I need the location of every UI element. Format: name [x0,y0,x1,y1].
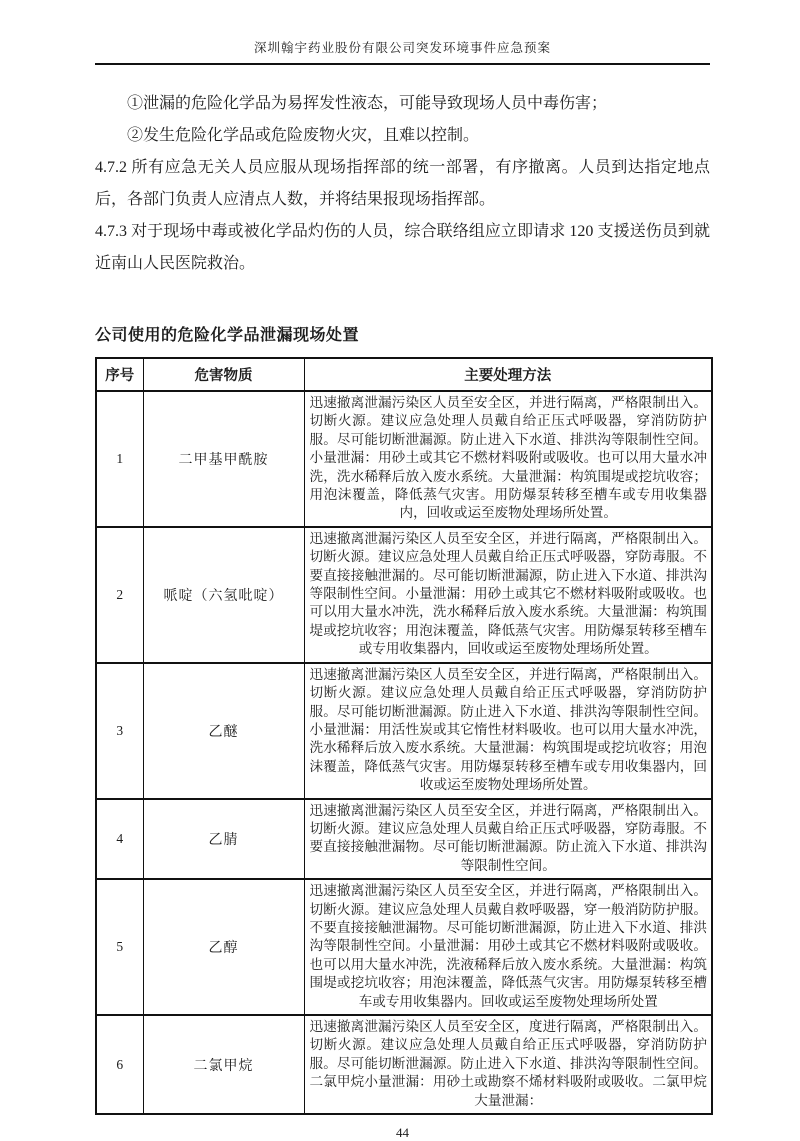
hazard-table [95,357,713,1115]
page-number: 44 [396,1125,409,1141]
table-header-row [96,358,712,391]
row-index-cell: 3 [96,663,143,799]
header-cell-method: 主要处理方法 [304,358,712,391]
document-content [95,88,710,1141]
body-text [95,88,710,280]
method-cell: 迅速撤离泄漏污染区人员至安全区，度进行隔离，严格限制出入。切断火源。建议应急处理人员戴自给正压式呼吸器，穿消防防护服。尽可能切断泄漏源。防止进入下水道、排洪沟等限制性空间。二氯甲烷小量泄漏：用砂土或勘察不烯材料吸附或吸收。二氯甲烷大量泄漏： [304,1015,712,1114]
substance-cell: 乙醇 [143,879,304,1015]
row-index-cell: 2 [96,527,143,663]
substance-cell: 乙腈 [143,799,304,880]
section-title: 公司使用的危险化学品泄漏现场处置 [95,327,360,344]
paragraph-leak-volatile: ①泄漏的危险化学品为易挥发性液态，可能导致现场人员中毒伤害； [127,95,608,112]
header-cell-no: 序号 [96,358,143,391]
substance-cell: 二氯甲烷 [143,1015,304,1114]
substance-cell: 乙醚 [143,663,304,799]
row-index-cell: 4 [96,799,143,880]
paragraph-fire-uncontrolled: ②发生危险化学品或危险废物火灾，且难以控制。 [127,127,480,144]
method-cell: 迅速撤离泄漏污染区人员至安全区，并进行隔离，严格限制出入。切断火源。建议应急处理人员戴自给正压式呼吸器，穿消防防护服。尽可能切断泄漏源。防止进入下水道、排洪沟等限制性空间。小量泄漏：用砂土或其它不燃材料吸附或吸收。也可以用大量水冲洗，洗水稀释后放入废水系统。大量泄漏：构筑围堤或挖坑收容；用泡沫覆盖，降低蒸气灾害。用防爆泵转移至槽车或专用收集器内，回收或运至废物处理场所处置。 [304,391,712,527]
table-row [96,879,712,1015]
table-row [96,527,712,663]
row-index-cell: 6 [96,1015,143,1114]
paragraph-4-7-3: 4.7.3 对于现场中毒或被化学品灼伤的人员，综合联络组应立即请求 120 支援送伤员到就近南山人民医院救治。 [95,223,710,272]
method-cell: 迅速撤离泄漏污染区人员至安全区，并进行隔离，严格限制出入。切断火源。建议应急处理人员戴自给正压式呼吸器，穿防毒服。不要直接接触泄漏的。尽可能切断泄漏源，防止进入下水道、排洪沟等限制性空间。小量泄漏：用砂土或其它不燃材料吸附或吸收。也可以用大量水冲洗，洗水稀释后放入废水系统。大量泄漏：构筑围堤或挖坑收容；用泡沫覆盖，降低蒸气灾害。用防爆泵转移至槽车或专用收集器内，回收或运至废物处理场所处置。 [304,527,712,663]
table-row [96,663,712,799]
hazard-table-head [96,358,712,391]
method-cell: 迅速撤离泄漏污染区人员至安全区，并进行隔离，严格限制出入。切断火源。建议应急处理人员戴自救呼吸器，穿一般消防防护服。不要直接接触泄漏物。尽可能切断泄漏源，防止进入下水道、排洪沟等限制性空间。小量泄漏：用砂土或其它不燃材料吸附或吸收。也可以用大量水冲洗，洗液稀释后放入废水系统。大量泄漏：构筑围堤或挖坑收容；用泡沫覆盖，降低蒸气灾害。用防爆泵转移至槽车或专用收集器内。回收或运至废物处理场所处置 [304,879,712,1015]
method-cell: 迅速撤离泄漏污染区人员至安全区，并进行隔离，严格限制出入。切断火源。建议应急处理人员戴自给正压式呼吸器，穿防毒服。不要直接接触泄漏物。尽可能切断泄漏源。防止流入下水道、排洪沟等限制性空间。 [304,799,712,880]
substance-cell: 二甲基甲酰胺 [143,391,304,527]
paragraph-4-7-2: 4.7.2 所有应急无关人员应服从现场指挥部的统一部署，有序撤离。人员到达指定地点后，各部门负责人应清点人数，并将结果报现场指挥部。 [95,159,710,208]
hazard-table-body [96,391,712,1114]
header-cell-substance: 危害物质 [143,358,304,391]
method-cell: 迅速撤离泄漏污染区人员至安全区，并进行隔离，严格限制出入。切断火源。建议应急处理人员戴自给正压式呼吸器，穿消防防护服。尽可能切断泄漏源。防止进入下水道、排洪沟等限制性空间。小量泄漏：用活性炭或其它惰性材料吸收。也可以用大量水冲洗，洗水稀释后放入废水系统。大量泄漏：构筑围堤或挖坑收容；用泡沫覆盖，降低蒸气灾害。用防爆泵转移至槽车或专用收集器内，回收或运至废物处理场所处置。 [304,663,712,799]
header-title: 深圳翰宇药业股份有限公司突发环境事件应急预案 [253,41,551,55]
row-index-cell: 1 [96,391,143,527]
table-row [96,1015,712,1114]
table-row [96,799,712,880]
row-index-cell: 5 [96,879,143,1015]
table-row [96,391,712,527]
document-header [95,38,710,65]
substance-cell: 哌啶（六氢吡啶） [143,527,304,663]
